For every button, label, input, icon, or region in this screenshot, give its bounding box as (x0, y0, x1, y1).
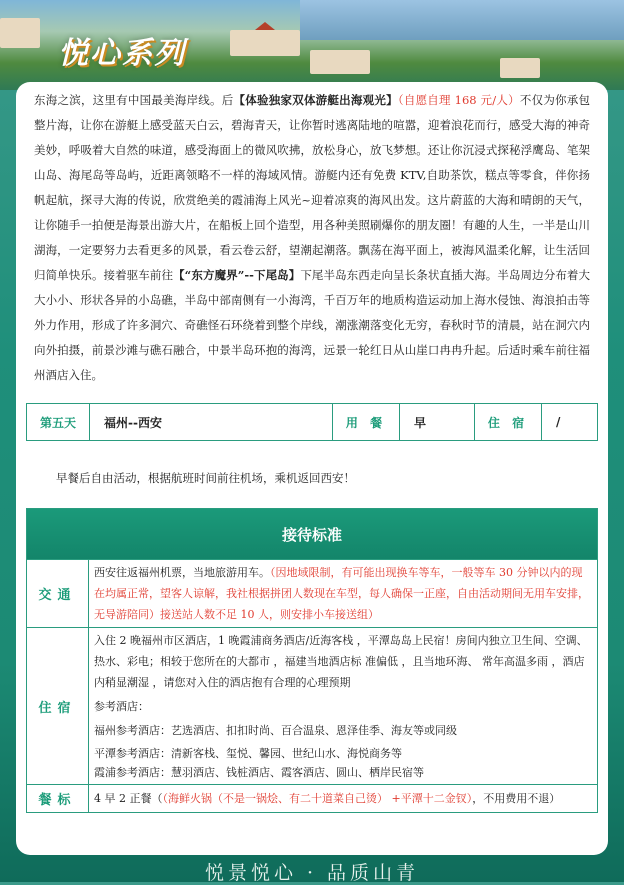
transport-note: （因地域限制，有可能出现换车等车，一般等车 30 分钟以内的现在均属正常，望客人谅解，我社根据拼团人数现在车型，每人确保一正座，自由活动期间无用车安排，无导游陪同）接送站人数不足 10 人，则安排小车接送组） (94, 566, 589, 621)
lodging-content (89, 628, 597, 784)
building-shape (0, 18, 40, 48)
highlight-xiaweidao: 【“东方魔界”--下尾岛】 (173, 268, 301, 282)
stay-label: 住 宿 (475, 404, 542, 440)
meal-label: 用 餐 (333, 404, 400, 440)
day-label: 第五天 (27, 404, 90, 440)
building-roof (255, 22, 275, 30)
meals-content (89, 785, 597, 812)
price-note: （自愿自理 168 元/人） (397, 93, 520, 107)
highlight-yacht: 【体验独家双体游艇出海观光】 (233, 93, 398, 107)
day-five-table (26, 403, 598, 441)
intro-text: 不仅为你承包整片海，让你在游艇上感受蓝天白云，碧海青天，让你暂时逃离陆地的喧嚣，迎着浪花而行，感受大海的神奇美妙，呼吸着大自然的味道，感受海面上的微风吹拂，放松身心，放飞梦想。还让你沉浸式探秘浮鹰岛、笔架山岛、海尾岛等岛屿，近距离领略不一样的海域风情。游艇内还有免费 KTV,自助茶饮，糕点等零食，伴你扬帆起航，探寻大海的传说，欣赏绝美的霞浦海上风光~迎着凉爽的海风出发。这片蔚蓝的大海和晴朗的天气，让你随手一拍便是海景出游大片，在船板上回个造型，用各种美照刷爆你的朋友圈！有趣的人生，一半是山川湖海，一定要努力去看更多的风景，看云卷云舒，望潮起潮落。飘荡在海平面上，被海风温柔化解，让生活回归简单快乐。接着驱车前往 (34, 93, 591, 282)
sea-scenery (300, 0, 624, 40)
brand-logo: 悦心系列 (58, 36, 186, 71)
meals-tail: ，不用费用不退） (472, 792, 561, 805)
lodging-fuzhou: 福州参考酒店：艺选酒店、扣扣时尚、百合温泉、恩泽佳季、海友等或同级 (94, 724, 457, 737)
standards-title: 接待标准 (27, 509, 597, 559)
transport-content (89, 560, 597, 627)
footer-slogan: 悦景悦心 · 品质山青 (204, 862, 420, 884)
meals-note: （海鲜火锅（不是一锅烩、有二十道菜自己烫） +平潭十二金钗） (162, 792, 473, 805)
building-shape (310, 50, 370, 74)
meals-row (27, 784, 597, 812)
transport-label: 交通 (27, 560, 89, 627)
intro-text: 下尾半岛东西走向呈长条状直插大海。半岛周边分布着大大小小、形状各异的小岛礁，半岛中部南侧有一小海湾，千百万年的地质构造运动加上海水侵蚀、海浪拍击等外力作用，形成了许多洞穴、奇礁怪石环绕着到整个岸线，潮涨潮落变化无穷，春秋时节的清晨，站在洞穴内向外拍摄，前景沙滩与礁石融合，中景半岛环抱的海湾，远景一轮红日从山崖口冉冉升起。后适时乘车前往福州酒店入住。 (34, 268, 590, 382)
meal-value: 早 (400, 404, 475, 440)
intro-text: 东海之滨，这里有中国最美海岸线。后 (34, 93, 234, 107)
lodging-xiapu: 霞浦参考酒店：慧羽酒店、钱桩酒店、霞客酒店、圆山、栖岸民宿等 (94, 766, 424, 779)
lodging-text: 入住 2 晚福州市区酒店，1 晚霞浦商务酒店/近海客栈 ，平潭岛岛上民宿！房间内独立卫生间、空调、热水、彩电；相较于您所在的大都市 ，福建当地酒店标 准偏低 ，且当地环海、 常年高温多雨 ，酒店内稍显潮湿 ，请您对入住的酒店抱有合理的心理预期 (94, 634, 588, 689)
lodging-reference-heading: 参考酒店： (94, 700, 149, 713)
meals-text: 4 早 2 正餐（ (94, 792, 163, 805)
building-shape (230, 30, 300, 56)
intro-paragraph (34, 88, 590, 388)
day-route: 福州--西安 (90, 404, 333, 440)
transport-row (27, 559, 597, 627)
reception-standards-table (26, 508, 598, 813)
lodging-pingtan: 平潭参考酒店：清新客栈、玺悦、馨园、世纪山水、海悦商务等 (94, 747, 402, 760)
day-five-note: 早餐后自由活动，根据航班时间前往机场，乘机返回西安！ (56, 471, 355, 485)
building-shape (500, 58, 540, 78)
transport-text: 西安往返福州机票，当地旅游用车。 (94, 566, 270, 579)
lodging-label: 住宿 (27, 628, 89, 784)
meals-label: 餐标 (27, 785, 89, 812)
lodging-row (27, 627, 597, 784)
stay-value: / (556, 415, 561, 429)
